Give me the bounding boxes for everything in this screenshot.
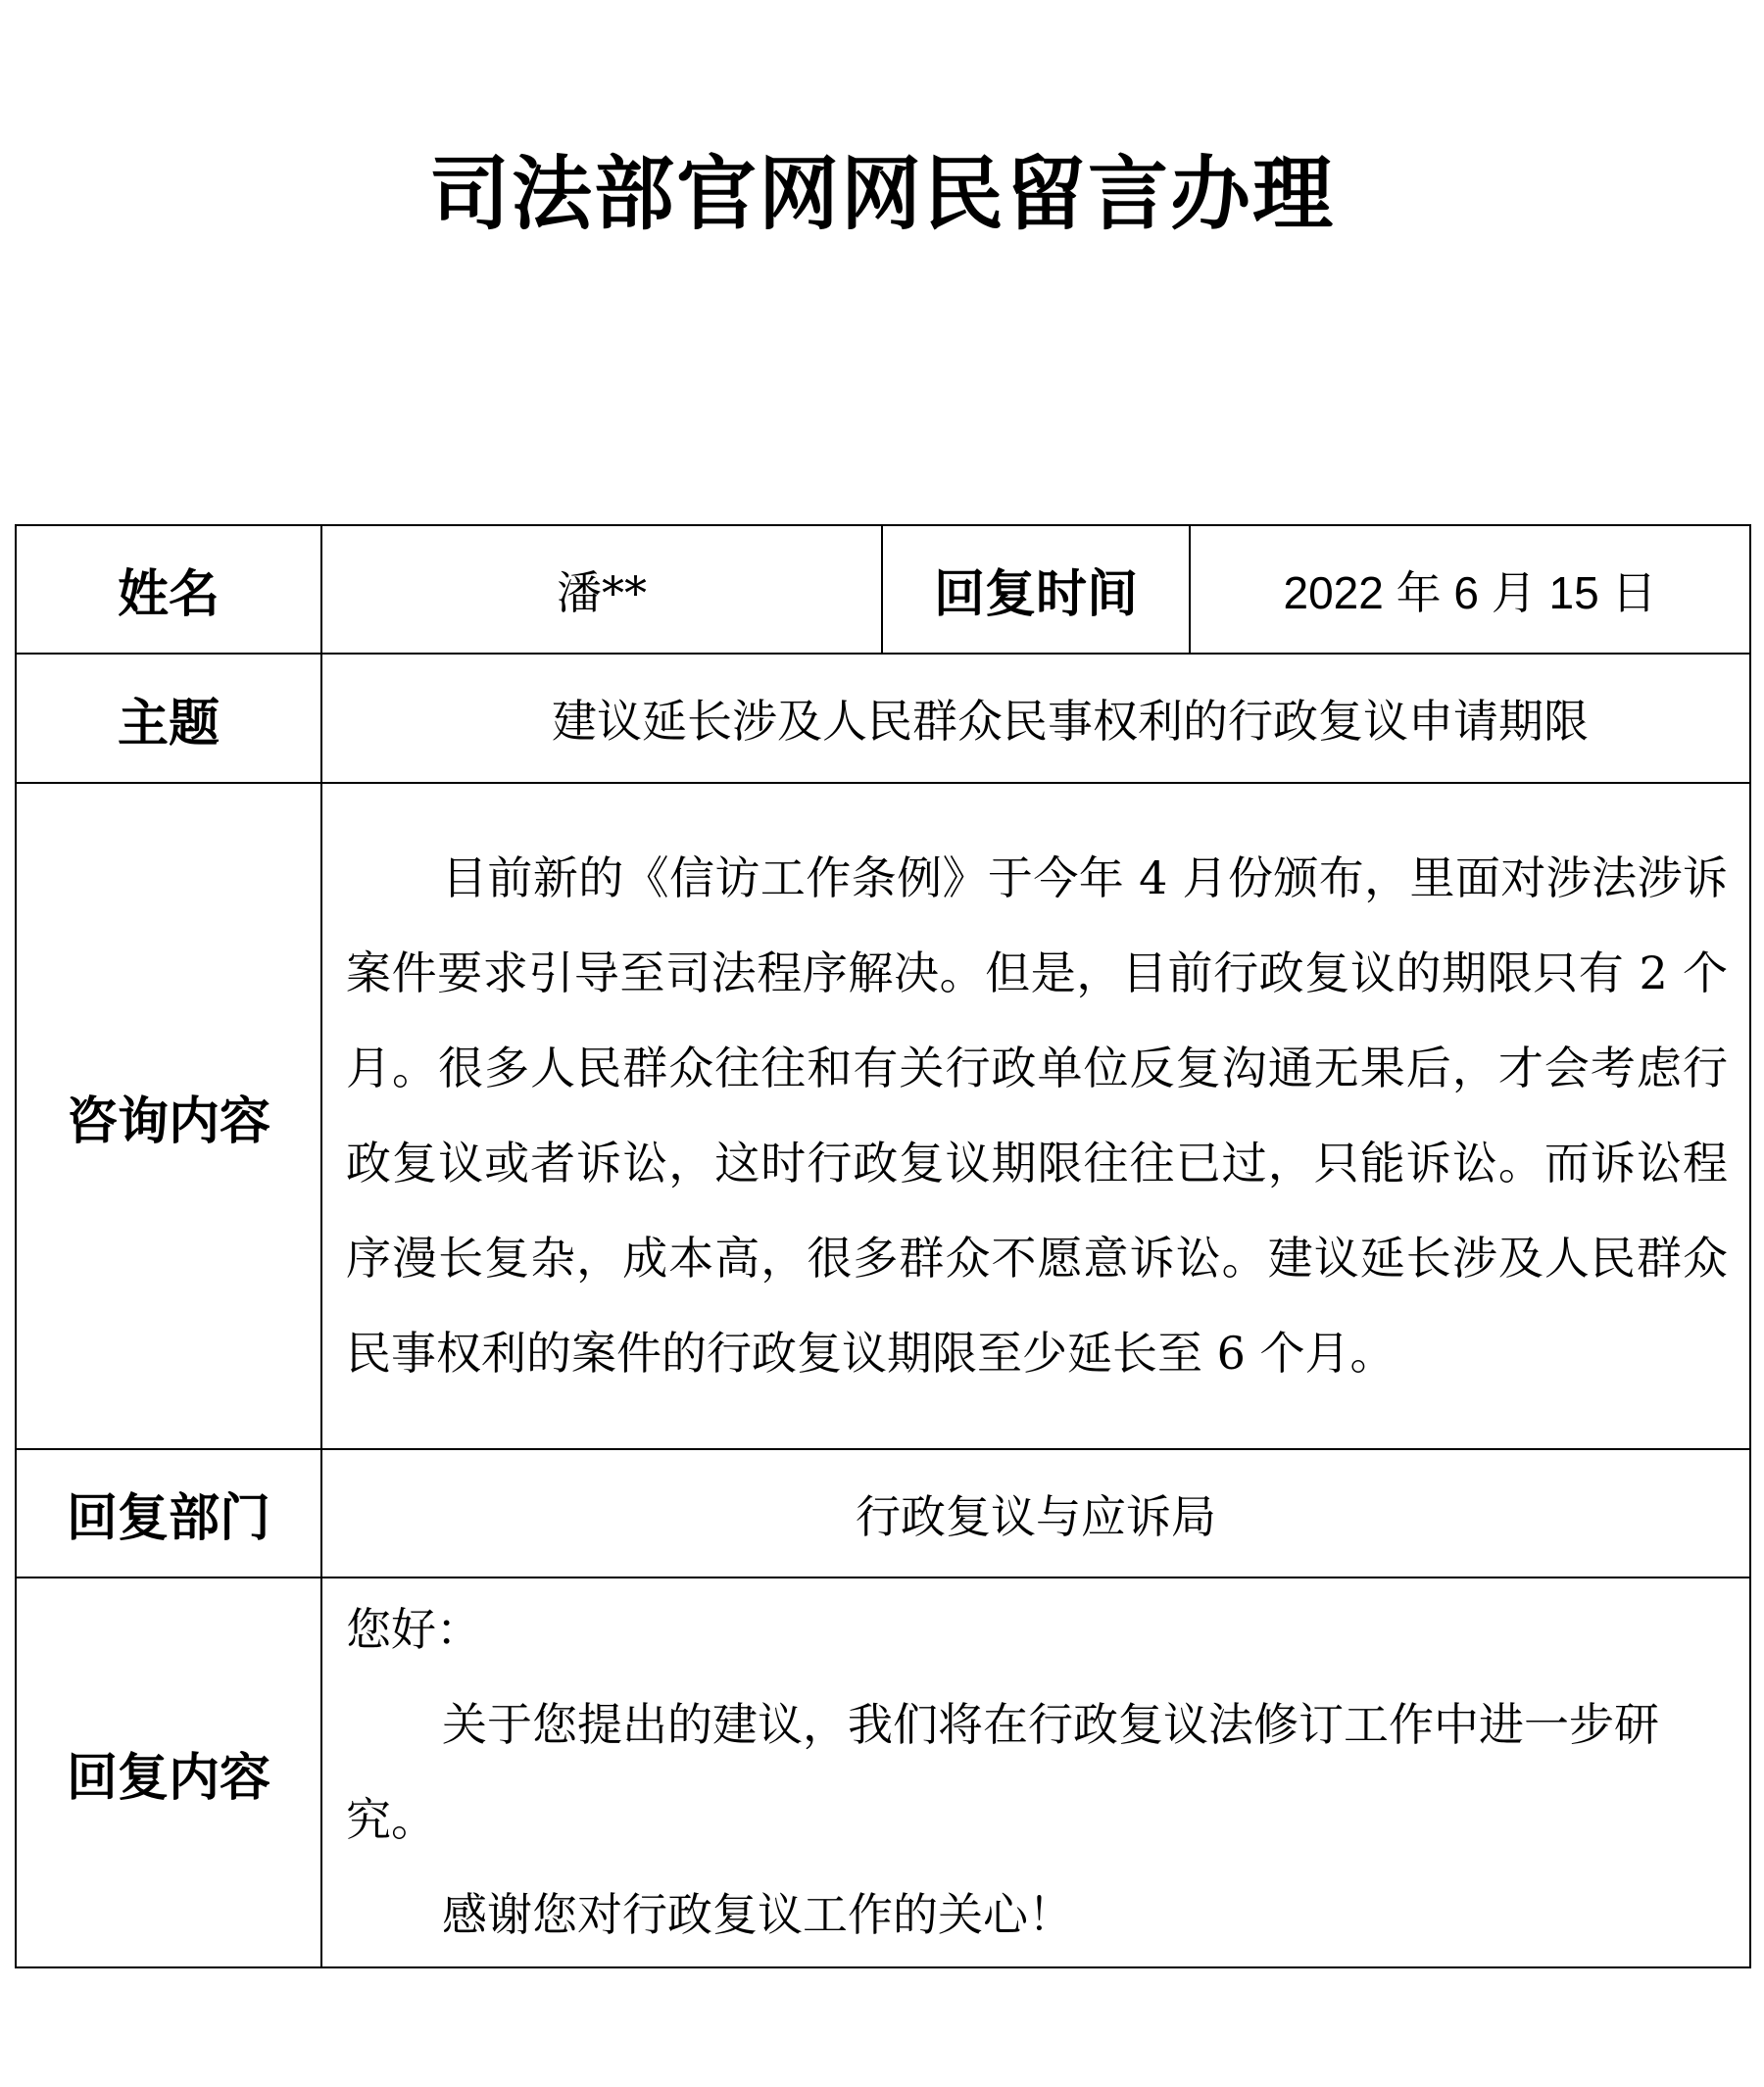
- reply-time-label: 回复时间: [882, 525, 1190, 654]
- subject-row: [16, 654, 1750, 783]
- inquiry-row: [16, 783, 1750, 1449]
- reply-label: 回复内容: [16, 1577, 321, 1967]
- subject-label: 主题: [16, 654, 321, 783]
- reply-body: 关于您提出的建议，我们将在行政复议法修订工作中进一步研究。: [346, 1698, 1659, 1846]
- reply-content-cell: [321, 1577, 1750, 1967]
- page-title: 司法部官网网民留言办理: [428, 148, 1335, 241]
- reply-greeting: 您好：: [346, 1603, 481, 1656]
- inquiry-content-cell: [321, 783, 1750, 1449]
- reply-row: [16, 1577, 1750, 1967]
- department-label: 回复部门: [16, 1449, 321, 1577]
- reply-time-value: 2022 年 6 月 15 日: [1190, 525, 1750, 654]
- subject-value: 建议延长涉及人民群众民事权利的行政复议申请期限: [321, 654, 1750, 783]
- inquiry-text: 目前新的《信访工作条例》于今年 4 月份颁布，里面对涉法涉诉案件要求引导至司法程序解决。但是，目前行政复议的期限只有 2 个月。很多人民群众往往和有关行政单位反复沟通无果后，才会考虑行政复议或者诉讼，这时行政复议期限往往已过，只能诉讼。而诉讼程序漫长复杂，成本高，很多群众不愿意诉讼。建议延长涉及人民群众民事权利的案件的行政复议期限至少延长至 6 个月。: [346, 851, 1728, 1380]
- reply-closing: 感谢您对行政复议工作的关心！: [442, 1888, 1073, 1941]
- name-row: [16, 525, 1750, 654]
- inquiry-label: 咨询内容: [16, 783, 321, 1449]
- department-value: 行政复议与应诉局: [321, 1449, 1750, 1577]
- department-row: [16, 1449, 1750, 1577]
- name-value: 潘**: [321, 525, 882, 654]
- message-record-table: [15, 524, 1751, 1968]
- name-label: 姓名: [16, 525, 321, 654]
